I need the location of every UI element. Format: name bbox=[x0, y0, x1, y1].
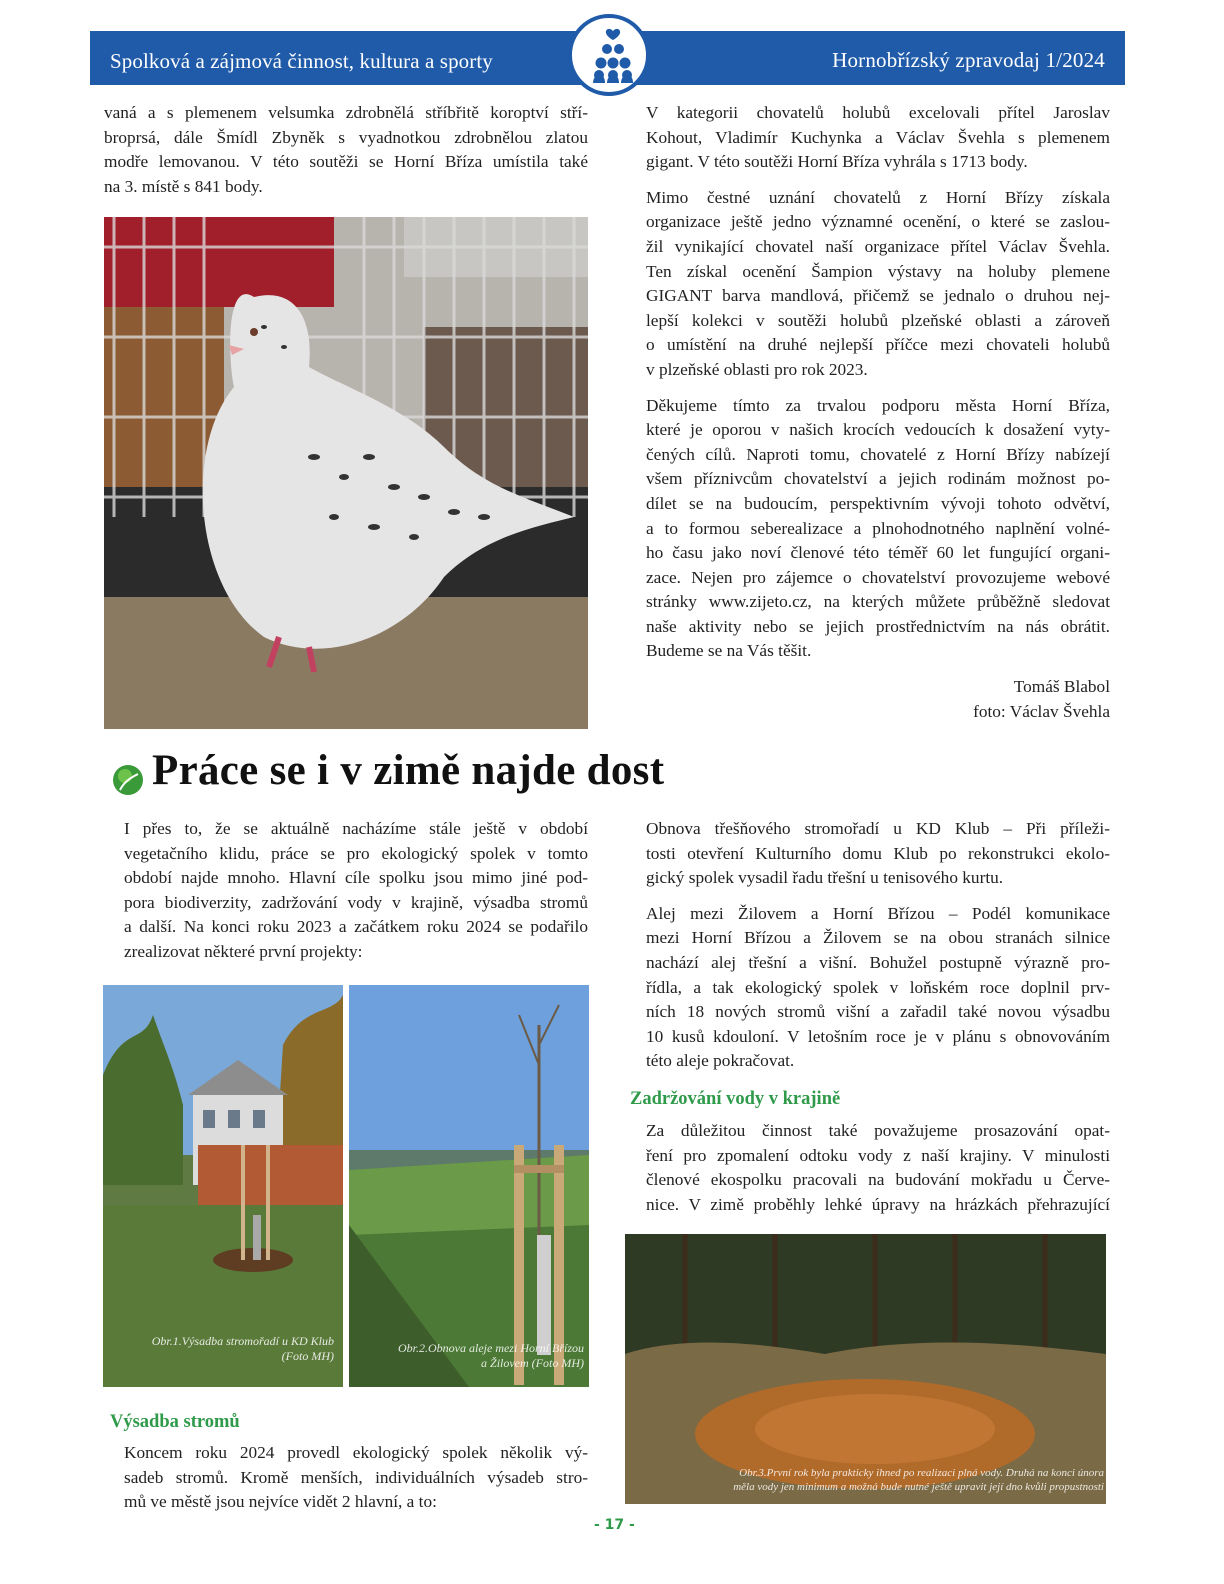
top-left-text: vaná a s plemenem velsumka zdrobnělá stříbřitě koroptví stří- broprsá, dále Šmídl Zbyněk s vyadnotkou zdrobnělou zlatou modře lemovanou. V této soutěži se Horní Bříza umístila také na 3. místě s 841 body. bbox=[104, 103, 588, 196]
photo3-caption: Obr.3.První rok byla prakticky ihned po realizaci plná vody. Druhá na konci února měla vody jen minimum a možná bude nutné ještě upravit její dno kvůli propustnosti bbox=[733, 1467, 1104, 1493]
subhead-trees: Výsadba stromů bbox=[110, 1412, 240, 1432]
article-title: Práce se i v zimě najde dost bbox=[152, 747, 665, 794]
top-right-text: V kategorii chovatelů holubů excelovali přítel Jaroslav Kohout, Vladimír Kuchynka a Václav Švehla s plemenem gigant. V této soutěži Horní Bříza vyhrála s 1713 body. Mimo čestné uznání chovatelů z Horní Břízy získala organizace ještě jedno významné ocenění, o které se zaslou- žil vynikající chovatel naší organizace přítel Václav Švehla. Ten získal ocenění Šampion výstavy na holuby plemene GIGANT barva mandlová, přičemž se jednalo o druhou nej- lepší kolekci v soutěži holubů plzeňské oblasti a zároveň o umístění na druhé nejlepší příčce mezi chovateli holubů v plzeňské oblasti pro rok 2023. Děkujeme tímto za trvalou podporu města Horní Bříza, které je oporou v našich krocích vedoucích k dosažení vyty- čených cílů. Naproti tomu, chovatelé z Horní Břízy nabízejí všem příznivcům chovatelství a jejich rodinám možnost po- dílet se na budoucím, perspektivním vývoji tohoto odvětví, a to formou seberealizace a plnohodnotného naplnění volné- ho času jako noví členové této téměř 60 let fungující organi- zace. Nejen pro zájemce o chovatelství provozujeme webové stránky www.zijeto.cz, na kterých můžete průběžně sledovat naše aktivity nebo se jejich prostřednictvím na nás obrátit. Budeme se na Vás těšit. Tomáš Blabol foto: Václav Švehla bbox=[626, 101, 1110, 724]
photo1-caption: Obr.1.Výsadba stromořadí u KD Klub (Foto MH) bbox=[151, 1334, 334, 1363]
photo-credit: foto: Václav Švehla bbox=[973, 701, 1110, 721]
article-right-text: Obnova třešňového stromořadí u KD Klub – Při příleži- tosti otevření Kulturního domu Klub po rekonstrukci ekolo- gický spolek vysadil řadu třešní u tenisového kurtu. Alej mezi Žilovem a Horní Břízou – Podél komunikace mezi Horní Břízou a Žilovem se na obou stranách silnice nachází alej třešní a višní. Bohužel postupně výrazně pro- řídla, a tak ekologický spolek v loňském roce doplnil prv- ních 18 nových stromů višní a zařadil také novou výsadbu 10 kusů kdouloní. V letošním roce je v plánu s obnovováním této aleje pokračovat. bbox=[646, 819, 1110, 1071]
issue-title: Hornobřízský zpravodaj 1/2024 bbox=[832, 48, 1105, 72]
page-number: - 17 - bbox=[594, 1517, 635, 1533]
subhead-water: Zadržování vody v krajině bbox=[630, 1089, 841, 1109]
author-name: Tomáš Blabol bbox=[1013, 677, 1110, 697]
leaf-bullet-icon bbox=[112, 764, 144, 801]
pigeon-photo bbox=[104, 217, 588, 729]
newsletter-logo bbox=[568, 14, 650, 96]
water-paragraph: Za důležitou činnost také považujeme prosazování opat- ření pro zpomalení odtoku vody z naší krajiny. V minulosti členové ekospolku pracovali na budování mokřadu u Červe- nice. V zimě proběhly lehké úpravy na hrázkách přehrazující bbox=[646, 1121, 1110, 1214]
alley-photo bbox=[349, 985, 589, 1387]
tree-row-photo bbox=[103, 985, 343, 1387]
trees-paragraph: Koncem roku 2024 provedl ekologický spolek několik vý- sadeb stromů. Kromě menších, individuálních výsadeb stro- mů ve městě jsou nejvíce vidět 2 hlavní, a to: bbox=[124, 1443, 588, 1512]
article-intro: I přes to, že se aktuálně nacházíme stále ještě v období vegetačního klidu, práce se pro ekologický spolek v tomto období najde mnoho. Hlavní cíle spolku jsou mimo jiné pod- pora biodiverzity, zadržování vody v krajině, výsadba stromů a další. Na konci roku 2023 a začátkem roku 2024 se podařilo zrealizovat některé první projekty: bbox=[124, 819, 588, 961]
photo2-caption: Obr.2.Obnova aleje mezi Horní Břízou a Žilovem (Foto MH) bbox=[398, 1341, 584, 1370]
wetland-photo bbox=[625, 1234, 1106, 1504]
section-title: Spolková a zájmová činnost, kultura a sporty bbox=[110, 49, 493, 73]
